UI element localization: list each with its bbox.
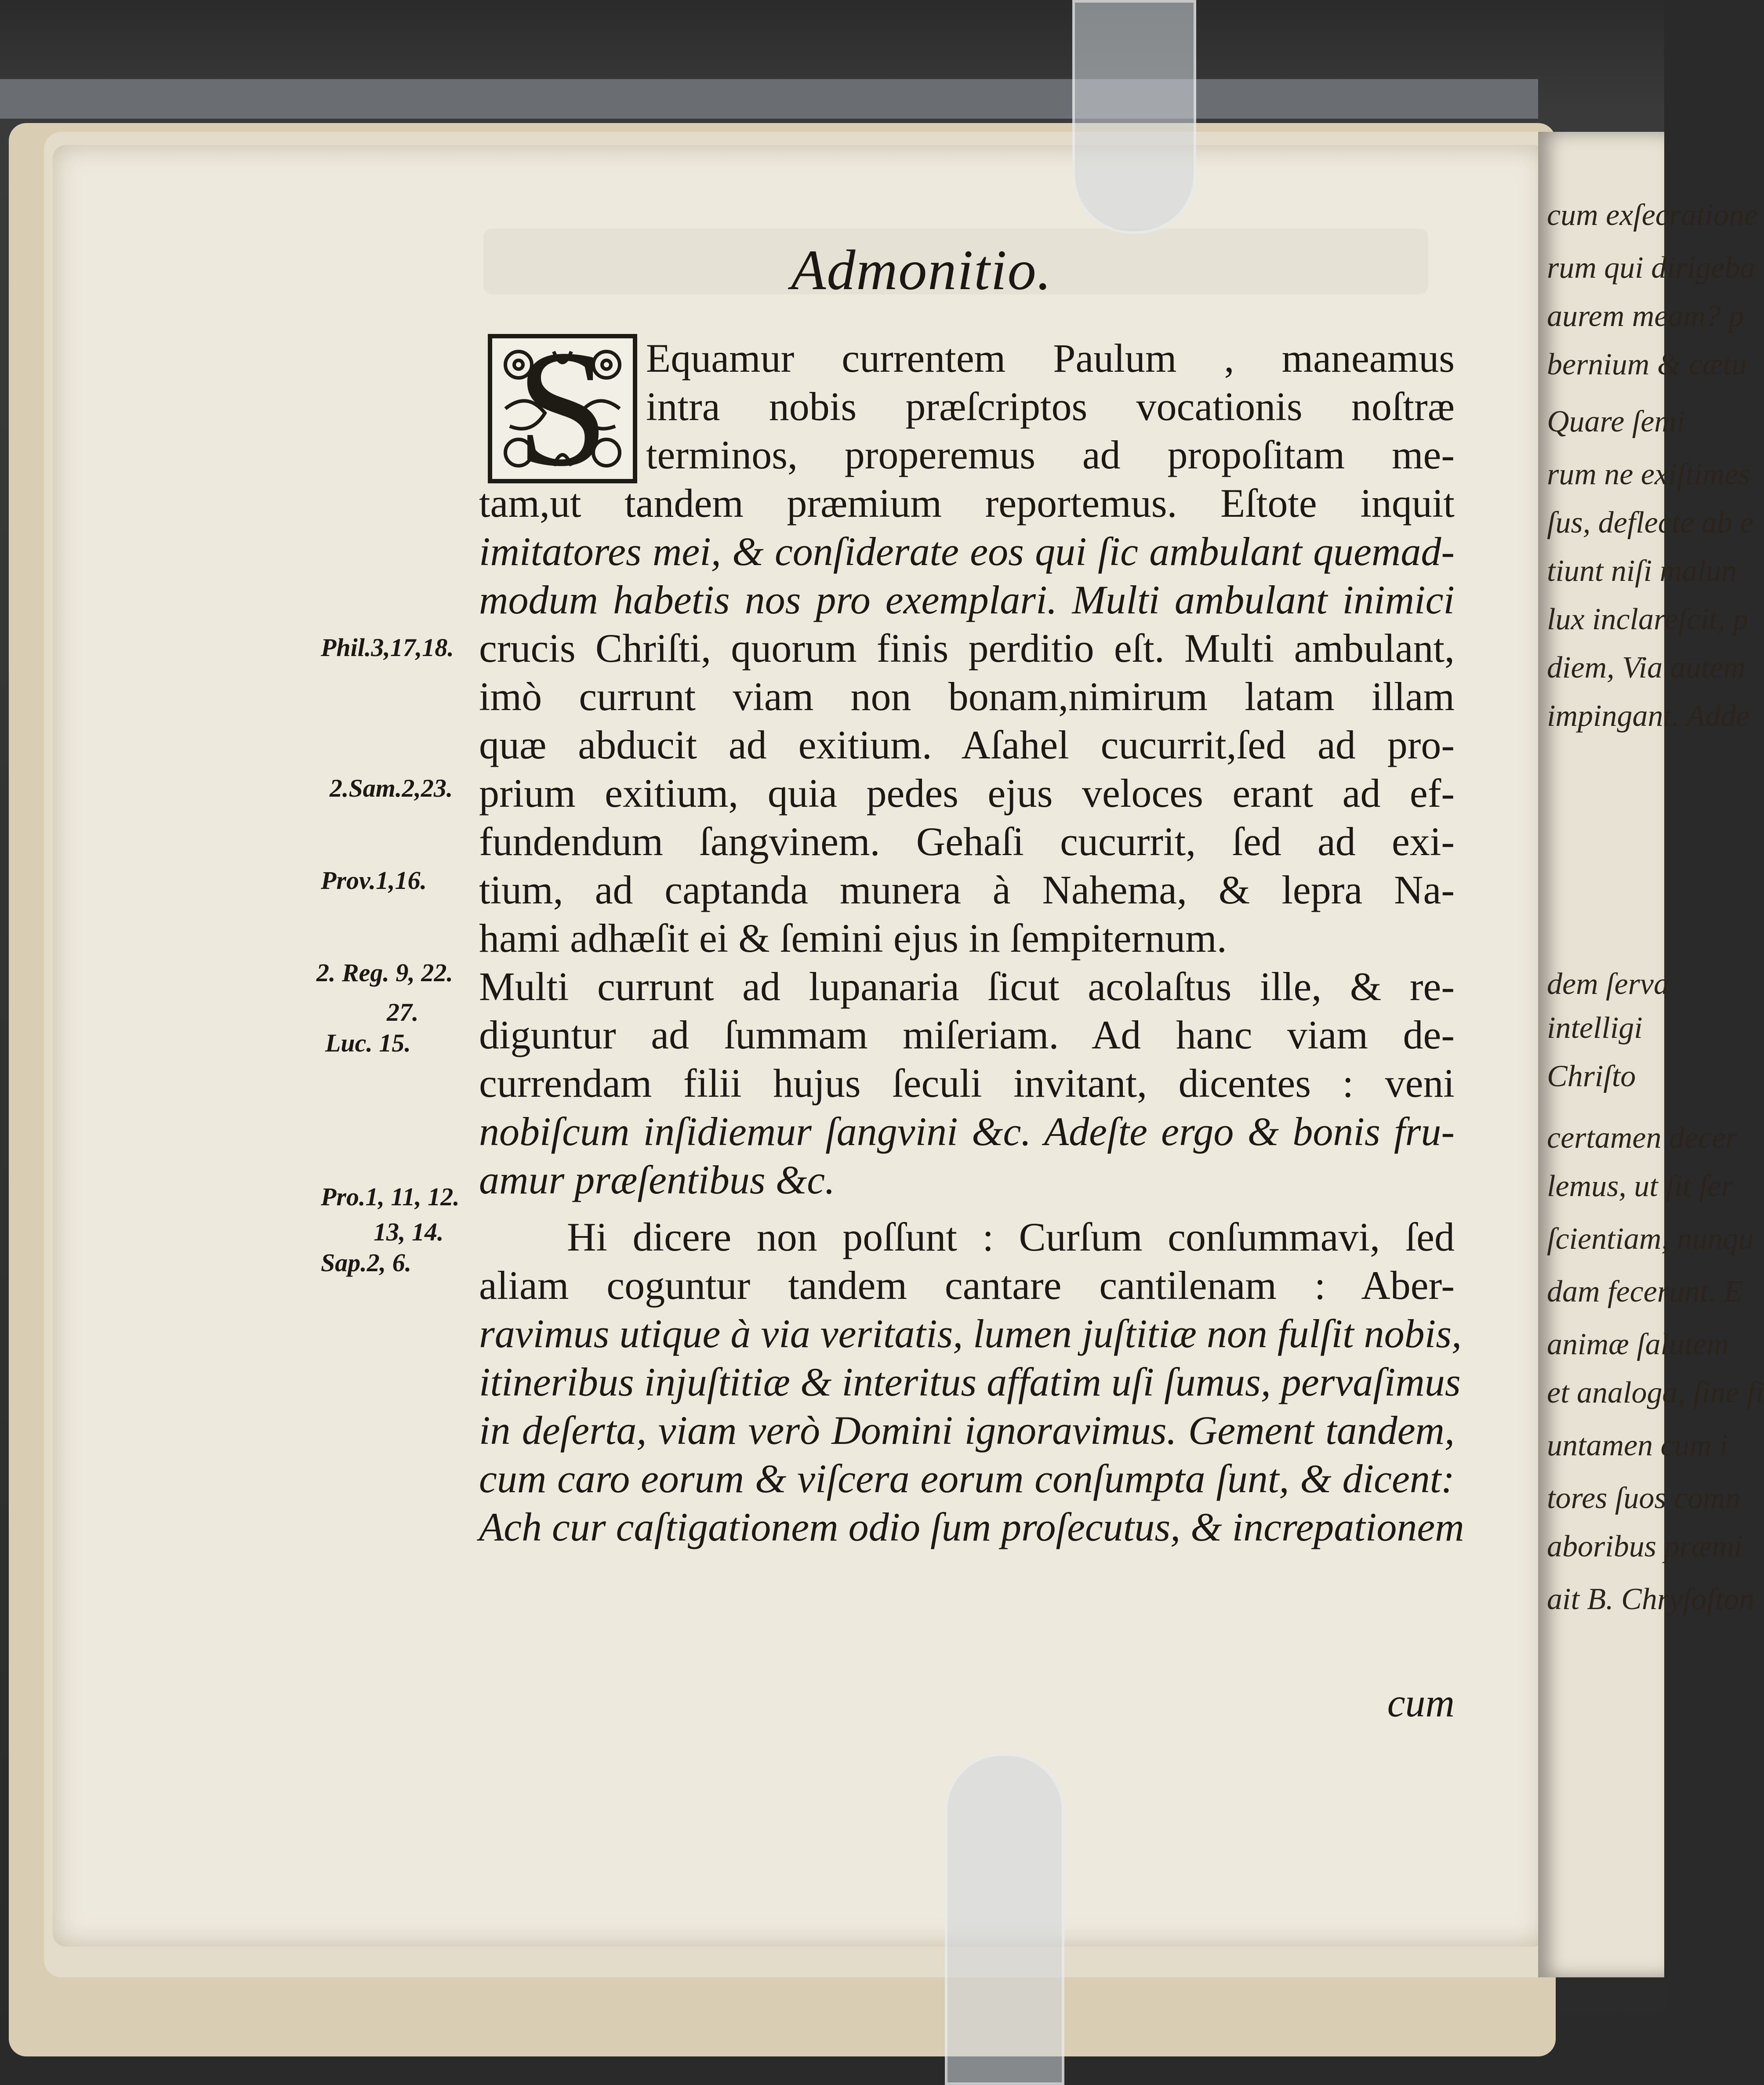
facing-page-line: dam fecerunt. E <box>1547 1275 1743 1309</box>
facing-page-line: rum ne exiſtimes <box>1547 457 1750 491</box>
margin-note: 2.Sam.2,23. <box>330 774 453 802</box>
facing-page-line: tores ſuos comn <box>1547 1481 1741 1515</box>
facing-page-line: ait B. Chryſoſton <box>1547 1582 1755 1616</box>
page-title: Admonitio. <box>791 239 1053 302</box>
body-text-line: prium exitium, quia pedes ejus veloces erant ad ef- <box>479 771 1455 816</box>
facing-page-line: et analoga, ſine fi <box>1547 1376 1764 1410</box>
body-text-line: nobiſcum inſidiemur ſangvini &c. Adeſte ergo & bonis fru- <box>479 1109 1455 1154</box>
margin-note: 13, 14. <box>374 1218 444 1246</box>
page-clip-top <box>1072 0 1196 234</box>
facing-page-line: untamen cum i <box>1547 1429 1728 1462</box>
body-text-line: quæ abducit ad exitium. Aſahel cucurrit,ſed ad pro- <box>479 722 1455 767</box>
body-text-line: hami adhæſit ei & ſemini ejus in ſempiternum. <box>479 916 1227 961</box>
catchword: cum <box>1387 1680 1455 1725</box>
drop-cap-letter: S <box>516 316 609 501</box>
body-text-line: Equamur currentem Paulum , maneamus <box>646 336 1455 381</box>
margin-note: Sap.2, 6. <box>321 1248 412 1277</box>
body-text-line: aliam coguntur tandem cantare cantilenam : Aber- <box>479 1263 1455 1308</box>
body-text-line: in deſerta, viam verò Domini ignoravimus. Gement tandem, <box>479 1408 1455 1453</box>
body-text-line: Ach cur caſtigationem odio ſum proſecutus, & increpationem <box>479 1505 1464 1549</box>
margin-note: Prov.1,16. <box>321 866 427 895</box>
facing-page <box>1538 132 1764 1977</box>
body-text-line: tam,ut tandem præmium reportemus. Eſtote inquit <box>479 481 1455 526</box>
page-clip-bottom <box>945 1753 1064 2085</box>
body-text-line: ravimus utique à via veritatis, lumen juſtitiæ non fulſit nobis, <box>479 1311 1462 1356</box>
margin-note: Luc. 15. <box>325 1029 411 1057</box>
facing-page-line: Chriſto <box>1547 1059 1636 1093</box>
facing-page-line: aboribus præmi <box>1547 1530 1743 1563</box>
facing-page-line: dem ſerva <box>1547 967 1669 1001</box>
facing-page-line: Quare ſemi <box>1547 405 1685 439</box>
body-text-line: terminos, properemus ad propoſitam me- <box>646 432 1455 477</box>
facing-page-line: ſcientiam, nunqu <box>1547 1222 1754 1256</box>
body-text-line: diguntur ad ſummam miſeriam. Ad hanc viam de- <box>479 1012 1455 1057</box>
margin-note: 27. <box>387 998 419 1026</box>
margin-note: Phil.3,17,18. <box>321 633 454 662</box>
facing-page-line: rum qui dirigeba <box>1547 251 1756 285</box>
body-text-line: modum habetis nos pro exemplari. Multi ambulant inimici <box>479 577 1455 622</box>
facing-page-line: bernium & cætu <box>1547 348 1747 381</box>
drop-cap-initial <box>488 316 637 501</box>
facing-page-line: intelligi <box>1547 1011 1643 1045</box>
margin-note: 2. Reg. 9, 22. <box>316 958 453 987</box>
body-text-line: fundendum ſangvinem. Gehaſi cucurrit, ſed ad exi- <box>479 819 1455 864</box>
facing-page-line: lemus, ut ſit ſer <box>1547 1169 1733 1203</box>
body-text-line: imò currunt viam non bonam,nimirum latam illam <box>479 674 1455 719</box>
facing-page-line: impingant. Adde <box>1547 699 1750 733</box>
body-text-line: intra nobis præſcriptos vocationis noſtræ <box>646 384 1455 429</box>
body-text-line: amur præſentibus &c. <box>479 1157 835 1202</box>
margin-note: Pro.1, 11, 12. <box>321 1182 460 1211</box>
facing-page-line: cum exſecratione <box>1547 198 1758 232</box>
body-text-line: Hi dicere non poſſunt : Curſum conſummavi, ſed <box>567 1215 1455 1259</box>
body-text-line: cum caro eorum & viſcera eorum conſumpta ſunt, & dicent: <box>479 1456 1455 1501</box>
facing-page-line: animæ ſalutem <box>1547 1327 1729 1361</box>
body-text-line: crucis Chriſti, quorum finis perditio eſt. Multi ambulant, <box>479 626 1455 671</box>
facing-page-line: certamen decer <box>1547 1121 1738 1155</box>
facing-page-line: ſus, deflecte ab e <box>1547 506 1754 540</box>
body-text-line: itineribus injuſtitiæ & interitus affatim uſi ſumus, pervaſimus <box>479 1360 1461 1404</box>
body-text-line: currendam filii hujus ſeculi invitant, dicentes : veni <box>479 1061 1455 1106</box>
body-text-line: tium, ad captanda munera à Nahema, & lepra Na- <box>479 867 1455 912</box>
facing-page-line: diem, Via autem <box>1547 651 1746 685</box>
body-text-line: imitatores mei, & conſiderate eos qui ſic ambulant quemad- <box>479 529 1455 574</box>
facing-page-line: tiunt niſi malun <box>1547 554 1737 588</box>
facing-page-line: lux inclareſcit, p <box>1547 602 1749 636</box>
facing-page-line: aurem meam? p <box>1547 299 1744 333</box>
book-spine-strip <box>0 79 1538 119</box>
body-text-line: Multi currunt ad lupanaria ſicut acolaſtus ille, & re- <box>479 964 1455 1009</box>
